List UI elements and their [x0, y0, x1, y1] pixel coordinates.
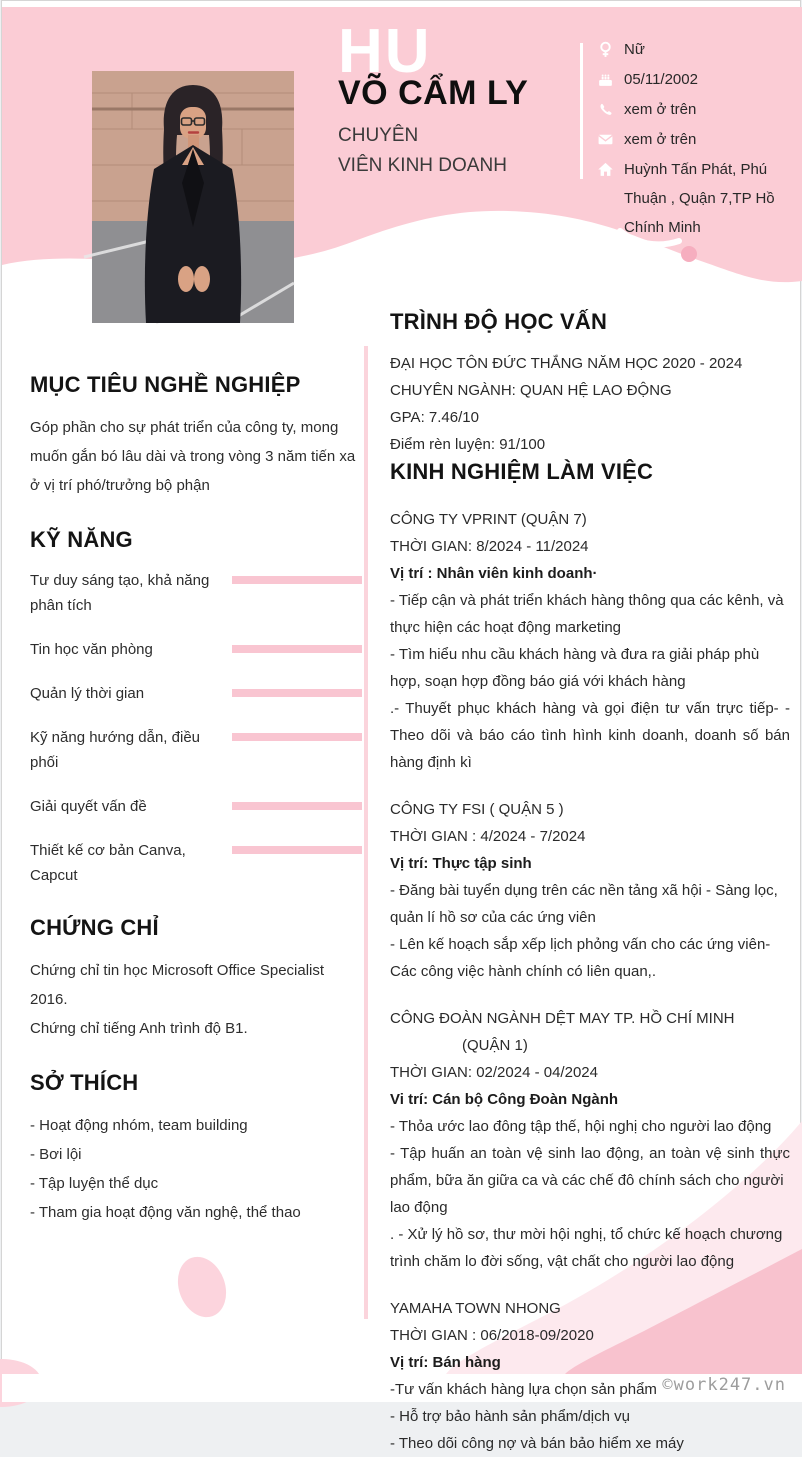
skill-item: [30, 838, 362, 888]
hobbies-section: [30, 1069, 362, 1227]
contact-row-phone: [596, 95, 796, 124]
education-line: ĐẠI HỌC TÔN ĐỨC THẮNG NĂM HỌC 2020 - 2024: [390, 355, 743, 372]
skill-bar: [232, 576, 362, 584]
education-line: Điểm rèn luyện: 91/100: [390, 436, 546, 453]
education-line: GPA: 7.46/10: [390, 409, 479, 426]
contact-phone: xem ở trên: [624, 101, 697, 118]
contact-divider: [580, 43, 583, 179]
job-bullet: lao động: [390, 1199, 448, 1216]
watermark-text: HU: [338, 17, 432, 86]
job-bullet: - Tập huấn an toàn vệ sinh lao động, an toàn vệ sinh thực phẩm, bữa ăn giữa ca và các chế đô chính sách cho người: [390, 1145, 790, 1189]
skill-bar: [232, 733, 362, 741]
skill-bar: [232, 645, 362, 653]
hobby-item: - Tập luyện thể dục: [30, 1175, 159, 1192]
job-bullet: - Tìm hiểu nhu cầu khách hàng và đưa ra giải pháp phù hợp, soạn hợp đồng báo giá với khách hàng: [390, 646, 760, 690]
skill-label: Quản lý thời gian: [30, 685, 145, 702]
hobby-item: - Hoạt động nhóm, team building: [30, 1117, 248, 1134]
job-company: CÔNG TY FSI ( QUẬN 5 ): [390, 801, 564, 818]
job-entry: [390, 1005, 790, 1275]
right-column-rule: [364, 346, 368, 1319]
certificates-heading: CHỨNG CHỈ: [30, 915, 159, 940]
job-position: Vị trí : Nhân viên kinh doanh·: [390, 565, 598, 582]
job-bullet: -Tư vấn khách hàng lựa chọn sản phẩm: [390, 1381, 657, 1398]
watermark-credit: ©work247.vn: [662, 1375, 786, 1395]
certificate-line: Chứng chỉ tiếng Anh trình độ B1.: [30, 1020, 248, 1037]
candidate-title-line2: VIÊN KINH DOANH: [338, 155, 507, 176]
job-time: THỜI GIAN: 02/2024 - 04/2024: [390, 1064, 598, 1081]
skill-bar: [232, 802, 362, 810]
contact-row-gender: [596, 35, 796, 64]
skill-item: [30, 568, 362, 618]
contact-email: xem ở trên: [624, 131, 697, 148]
skill-bar: [232, 689, 362, 697]
contact-list: [596, 35, 796, 242]
hobby-item: - Bơi lội: [30, 1146, 82, 1163]
job-company: CÔNG ĐOÀN NGÀNH DỆT MAY TP. HỒ CHÍ MINH: [390, 1010, 735, 1027]
job-time: THỜI GIAN : 06/2018-09/2020: [390, 1327, 594, 1344]
job-position: Vị trí: Thực tập sinh: [390, 855, 532, 872]
certificate-line: Chứng chỉ tin học Microsoft Office Specialist 2016.: [30, 962, 325, 1008]
job-bullet: .- Thuyết phục khách hàng và gọi điện tư vấn trực tiếp- - Theo dõi và báo cáo tình hình kinh doanh, doanh số bán hàng định kì: [390, 700, 790, 771]
job-company: YAMAHA TOWN NHONG: [390, 1300, 561, 1317]
skill-bar: [232, 846, 362, 854]
profile-photo: [92, 71, 294, 323]
job-bullet: - Thỏa ước lao đông tập thế, hội nghị cho người lao động: [390, 1118, 772, 1135]
job-time: THỜI GIAN : 4/2024 - 7/2024: [390, 828, 586, 845]
job-company-line2: (QUẬN 1): [462, 1037, 528, 1054]
experience-heading: KINH NGHIỆM LÀM VIỆC: [390, 459, 654, 484]
job-position: Vi trí: Cán bộ Công Đoàn Ngành: [390, 1091, 619, 1108]
skill-item: [30, 681, 362, 706]
hobbies-heading: SỞ THÍCH: [30, 1070, 139, 1095]
job-bullet: . - Xử lý hồ sơ, thư mời hội nghị, tổ chức kế hoạch chương trình chăm lo đời sống, vật chất cho người lao động: [390, 1226, 783, 1270]
birthday-icon: [596, 65, 614, 94]
hobby-item: - Tham gia hoạt động văn nghệ, thể thao: [30, 1204, 301, 1221]
phone-icon: [596, 95, 614, 124]
job-time: THỜI GIAN: 8/2024 - 11/2024: [390, 538, 589, 555]
skill-item: [30, 794, 362, 819]
egg-decoration: [170, 1250, 234, 1324]
job-bullet: - Tiếp cận và phát triển khách hàng thông qua các kênh, và thực hiện các hoạt động marketing: [390, 592, 784, 636]
experience-section: [390, 458, 790, 1457]
education-heading: TRÌNH ĐỘ HỌC VẤN: [390, 309, 608, 334]
skills-section: [30, 526, 362, 888]
education-section: [390, 308, 790, 458]
contact-row-email: [596, 125, 796, 154]
contact-row-address: [596, 155, 796, 242]
job-entry: [390, 506, 790, 776]
education-line: CHUYÊN NGÀNH: QUAN HỆ LAO ĐỘNG: [390, 382, 672, 399]
left-column: [30, 371, 362, 1253]
email-icon: [596, 125, 614, 154]
job-bullet: - Hỗ trợ bảo hành sản phẩm/dịch vụ: [390, 1408, 630, 1425]
skill-label: Tin học văn phòng: [30, 641, 153, 658]
skill-item: [30, 725, 362, 775]
objective-section: [30, 371, 362, 500]
contact-birthday: 05/11/2002: [624, 71, 698, 88]
cv-page: [1, 0, 801, 1452]
candidate-title-line1: CHUYÊN: [338, 125, 419, 146]
gender-icon: [596, 35, 614, 64]
dot-decoration: [681, 246, 697, 262]
home-icon: [596, 155, 614, 184]
skill-label: Kỹ năng hướng dẫn, điều phối: [30, 729, 201, 771]
skill-label: Giải quyết vấn đề: [30, 798, 147, 815]
job-company: CÔNG TY VPRINT (QUẬN 7): [390, 511, 587, 528]
job-entry: [390, 796, 790, 985]
contact-address: Huỳnh Tấn Phát, Phú Thuận , Quận 7,TP Hồ Chính Minh: [624, 161, 775, 236]
skills-heading: KỸ NĂNG: [30, 527, 133, 552]
right-column: [390, 308, 790, 1457]
skill-label: Thiết kế cơ bản Canva, Capcut: [30, 842, 186, 884]
job-position: Vị trí: Bán hàng: [390, 1354, 501, 1371]
job-bullet: - Lên kế hoạch sắp xếp lịch phỏng vấn cho các ứng viên- Các công việc hành chính có liên quan,.: [390, 936, 771, 980]
objective-body: Góp phần cho sự phát triển của công ty, mong muốn gắn bó lâu dài và trong vòng 3 năm tiến xa ở vị trí phó/trưởng bộ phận: [30, 419, 356, 494]
job-bullet: - Đăng bài tuyển dụng trên các nền tảng xã hội - Sàng lọc, quản lí hồ sơ của các ứng viên: [390, 882, 778, 926]
certificates-section: [30, 914, 362, 1043]
skill-label: Tư duy sáng tạo, khả năng phân tích: [30, 572, 210, 614]
candidate-name: VÕ CẨM LY: [338, 74, 529, 112]
contact-row-birthday: [596, 65, 796, 94]
skill-item: [30, 637, 362, 662]
candidate-title: [338, 121, 507, 181]
job-bullet: - Theo dõi công nợ và bán bảo hiểm xe máy: [390, 1435, 684, 1452]
objective-heading: MỤC TIÊU NGHỀ NGHIỆP: [30, 372, 301, 397]
contact-gender: Nữ: [624, 41, 645, 58]
